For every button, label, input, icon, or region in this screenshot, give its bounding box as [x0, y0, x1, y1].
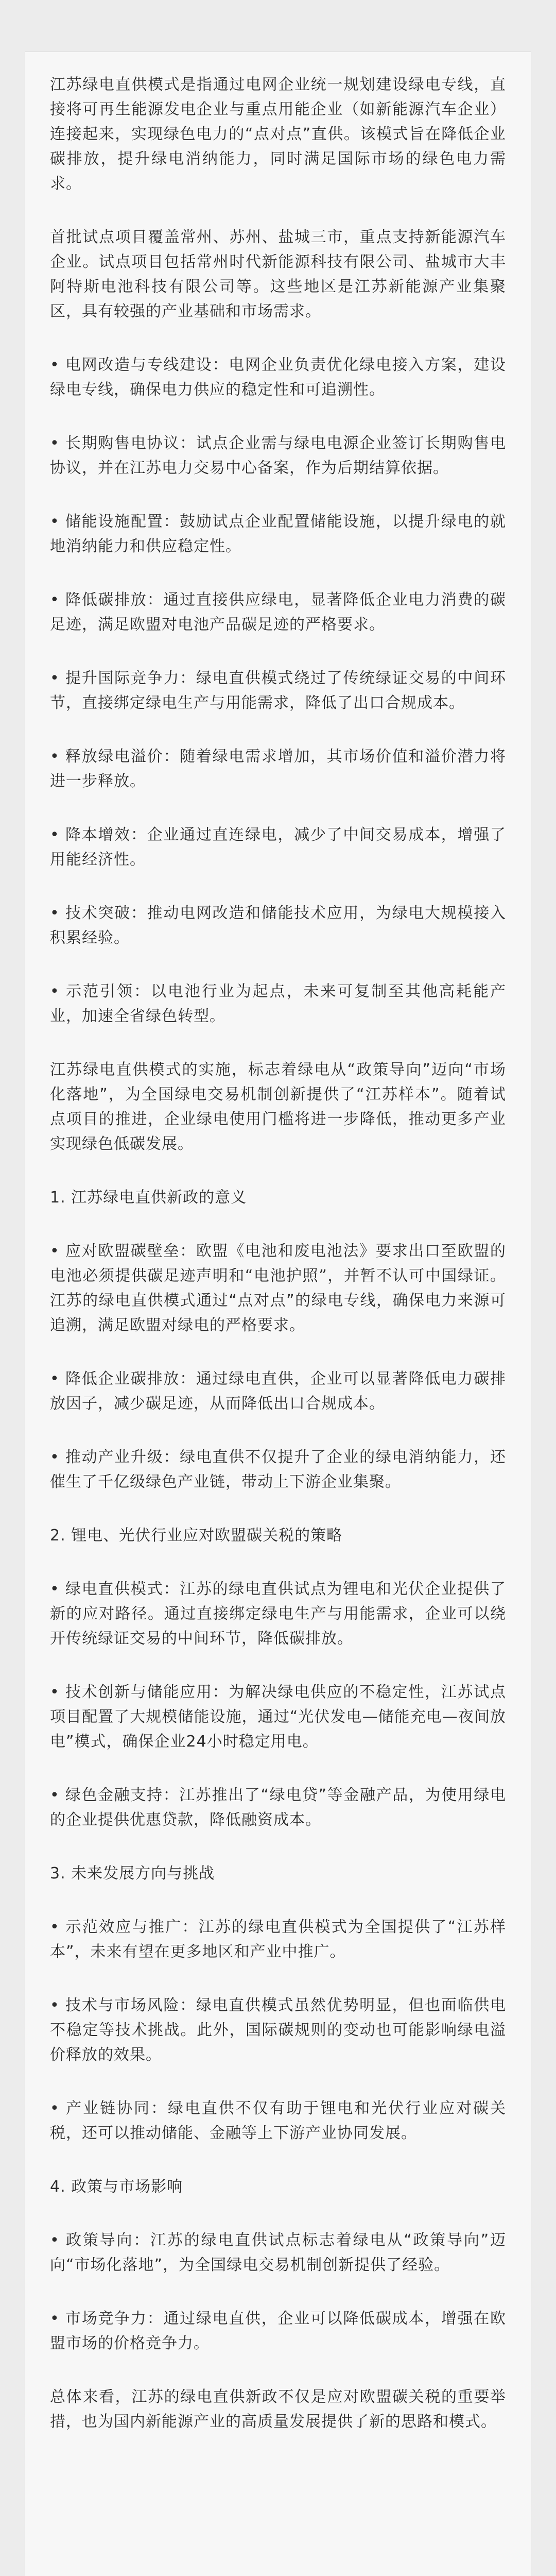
section-2-heading: 2. 锂电、光伏行业应对欧盟碳关税的策略 — [50, 1527, 343, 1545]
intro-paragraph-1: 江苏绿电直供模式是指通过电网企业统一规划建设绿电专线，直接将可再生能源发电企业与重点用能企业（如新能源汽车企业）连接起来，实现绿色电力的“点对点”直供。该模式旨在降低企业碳排放，提升绿电消纳能力，同时满足国际市场的绿色电力需求。 — [50, 76, 506, 193]
section-2-bullet: • 绿色金融支持：江苏推出了“绿电贷”等金融产品，为使用绿电的企业提供优惠贷款，降低融资成本。 — [50, 1786, 506, 1829]
section-1-bullet: • 应对欧盟碳壁垒：欧盟《电池和废电池法》要求出口至欧盟的电池必须提供碳足迹声明和“电池护照”，并暂不认可中国绿证。江苏的绿电直供模式通过“点对点”的绿电专线，确保电力来源可追溯，满足欧盟对绿电的严格要求。 — [50, 1242, 506, 1334]
section-1-bullet: • 推动产业升级：绿电直供不仅提升了企业的绿电消纳能力，还催生了千亿级绿色产业链，带动上下游企业集聚。 — [50, 1448, 506, 1491]
bullet-grid-construction: • 电网改造与专线建设：电网企业负责优化绿电接入方案，建设绿电专线，确保电力供应的稳定性和可追溯性。 — [50, 356, 506, 399]
section-1-heading: 1. 江苏绿电直供新政的意义 — [50, 1189, 247, 1207]
section-4-heading: 4. 政策与市场影响 — [50, 2178, 183, 2196]
bullet-long-term-ppa: • 长期购售电协议：试点企业需与绿电电源企业签订长期购售电协议，并在江苏电力交易中心备案，作为后期结算依据。 — [50, 434, 506, 477]
bullet-premium: • 释放绿电溢价：随着绿电需求增加，其市场价值和溢价潜力将进一步释放。 — [50, 748, 506, 790]
bullet-cost-efficiency: • 降本增效：企业通过直连绿电，减少了中间交易成本，增强了用能经济性。 — [50, 826, 506, 869]
bullet-competitiveness: • 提升国际竞争力：绿电直供模式绕过了传统绿证交易的中间环节，直接绑定绿电生产与用能需求，降低了出口合规成本。 — [50, 669, 506, 712]
intro-paragraph-2: 首批试点项目覆盖常州、苏州、盐城三市，重点支持新能源汽车企业。试点项目包括常州时代新能源科技有限公司、盐城市大丰阿特斯电池科技有限公司等。这些地区是江苏新能源产业集聚区，具有较强的产业基础和市场需求。 — [50, 228, 506, 320]
section-4-bullet: • 政策导向：江苏的绿电直供试点标志着绿电从“政策导向”迈向“市场化落地”，为全国绿电交易机制创新提供了经验。 — [50, 2231, 506, 2274]
bullet-storage: • 储能设施配置：鼓励试点企业配置储能设施，以提升绿电的就地消纳能力和供应稳定性。 — [50, 513, 506, 555]
bullet-reduce-carbon: • 降低碳排放：通过直接供应绿电，显著降低企业电力消费的碳足迹，满足欧盟对电池产品碳足迹的严格要求。 — [50, 591, 506, 634]
article-card — [25, 52, 531, 2576]
section-2-bullet: • 绿电直供模式：江苏的绿电直供试点为锂电和光伏企业提供了新的应对路径。通过直接绑定绿电生产与用能需求，企业可以绕开传统绿证交易的中间环节，降低碳排放。 — [50, 1580, 506, 1648]
section-4-bullet: • 市场竞争力：通过绿电直供，企业可以降低碳成本，增强在欧盟市场的价格竞争力。 — [50, 2310, 506, 2352]
section-3-bullet: • 产业链协同：绿电直供不仅有助于锂电和光伏行业应对碳关税，还可以推动储能、金融等上下游产业协同发展。 — [50, 2099, 506, 2142]
bullet-tech-breakthrough: • 技术突破：推动电网改造和储能技术应用，为绿电大规模接入积累经验。 — [50, 904, 506, 947]
section-2-bullet: • 技术创新与储能应用：为解决绿电供应的不稳定性，江苏试点项目配置了大规模储能设施，通过“光伏发电—储能充电—夜间放电”模式，确保企业24小时稳定用电。 — [50, 1683, 506, 1751]
bullet-demonstration: • 示范引领：以电池行业为起点，未来可复制至其他高耗能产业，加速全省绿色转型。 — [50, 982, 506, 1025]
section-3-heading: 3. 未来发展方向与挑战 — [50, 1865, 215, 1883]
summary-paragraph: 江苏绿电直供模式的实施，标志着绿电从“政策导向”迈向“市场化落地”，为全国绿电交易机制创新提供了“江苏样本”。随着试点项目的推进，企业绿电使用门槛将进一步降低，推动更多产业实现绿色低碳发展。 — [50, 1061, 506, 1153]
section-3-bullet: • 技术与市场风险：绿电直供模式虽然优势明显，但也面临供电不稳定等技术挑战。此外，国际碳规则的变动也可能影响绿电溢价释放的效果。 — [50, 1996, 506, 2064]
section-1-bullet: • 降低企业碳排放：通过绿电直供，企业可以显著降低电力碳排放因子，减少碳足迹，从而降低出口合规成本。 — [50, 1370, 506, 1413]
section-3-bullet: • 示范效应与推广：江苏的绿电直供模式为全国提供了“江苏样本”，未来有望在更多地区和产业中推广。 — [50, 1918, 506, 1961]
conclusion-paragraph: 总体来看，江苏的绿电直供新政不仅是应对欧盟碳关税的重要举措，也为国内新能源产业的高质量发展提供了新的思路和模式。 — [50, 2388, 506, 2431]
